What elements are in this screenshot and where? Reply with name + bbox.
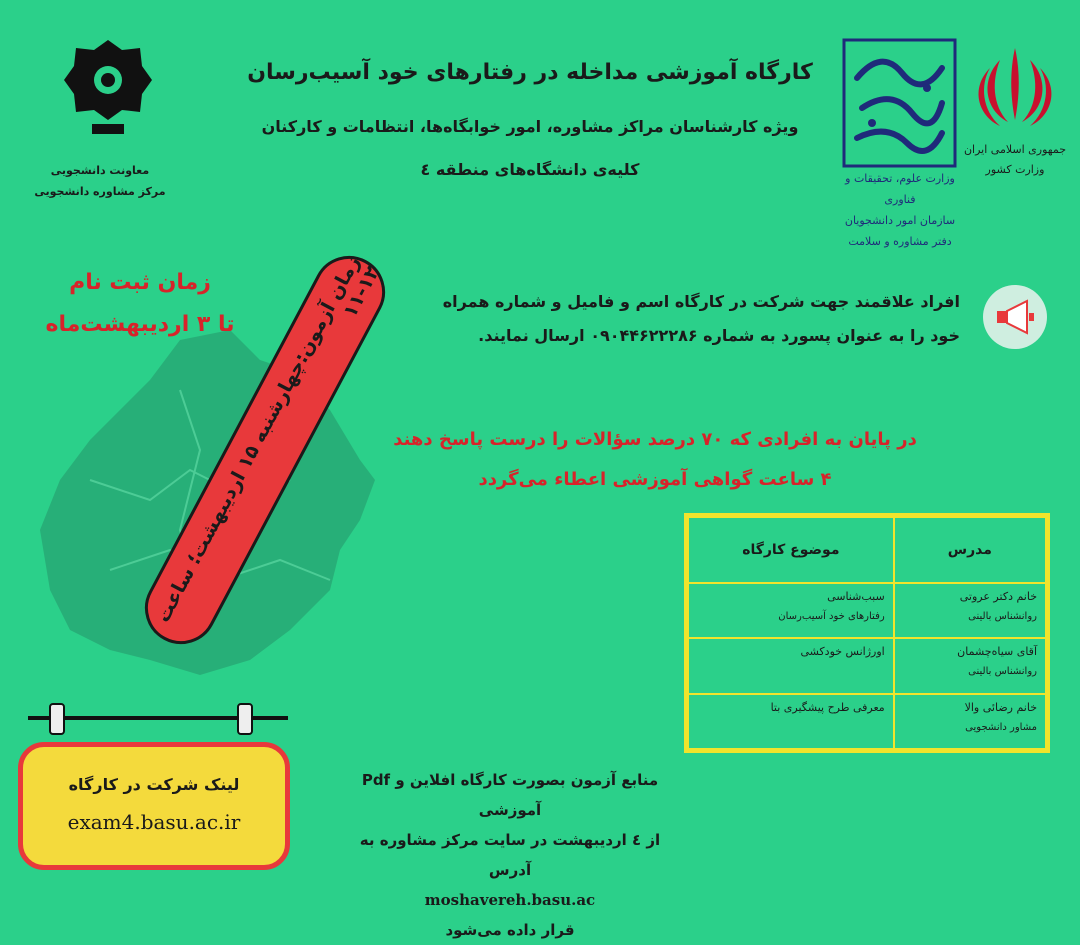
table-row — [688, 694, 1046, 749]
org-logo-caption — [830, 168, 970, 252]
resources-line4: قرار داده می‌شود — [445, 921, 575, 939]
header-teacher: مدرس — [894, 517, 1046, 583]
header-topic: موضوع کارگاه — [688, 517, 894, 583]
teacher-name: خانم رضائی والا — [964, 700, 1037, 714]
university-caption — [20, 160, 180, 202]
resources-line2: از ٤ اردیبهشت در سایت مرکز مشاوره به آدرس — [359, 831, 661, 879]
university-caption-line1: معاونت دانشجویی — [50, 164, 150, 177]
instructions-line1: افراد علاقمند جهت شرکت در کارگاه اسم و فامیل و شماره همراه — [442, 292, 960, 311]
workshop-link-board — [18, 742, 290, 870]
org-caption-line2: سازمان امور دانشجویان — [844, 214, 956, 227]
topic-detail: رفتارهای خود آسیب‌رسان — [778, 611, 885, 622]
exam-time-banner: زمان آزمون:چهارشنبه ١۵ اردیبهشت؛ ساعت ١٢-١١ — [132, 243, 397, 656]
topic-name: معرفی طرح پیشگیری بتا — [770, 700, 885, 714]
instructions-line2: خود را به عنوان پسورد به شماره ٠٩٠۴۴۶٢٢٢٨۶ ارسال نمایند. — [478, 326, 960, 345]
certificate-notice — [370, 420, 940, 500]
registration-line2: تا ٣ اردیبهشت‌ماه — [45, 312, 235, 337]
teacher-name: آقای سیاه‌چشمان — [957, 645, 1037, 659]
resources-line1: منابع آزمون بصورت کارگاه افلاین و Pdf آموزشی — [361, 771, 659, 819]
university-caption-line2: مرکز مشاوره دانشجویی — [34, 185, 166, 198]
university-logo-icon — [62, 38, 154, 138]
teacher-role: مشاور دانشجویی — [965, 721, 1037, 733]
iran-emblem-icon — [970, 40, 1060, 130]
page-title: کارگاه آموزشی مداخله در رفتارهای خود آسیب‌رسان — [247, 60, 813, 85]
counseling-site-link[interactable]: moshavereh.basu.ac — [424, 891, 596, 909]
topic-name: سبب‌شناسی — [827, 590, 885, 603]
teacher-role: روانشناس بالینی — [968, 611, 1037, 622]
org-caption-line3: دفتر مشاوره و سلامت — [848, 235, 952, 248]
student-affairs-logo-icon — [842, 38, 957, 168]
sign-rail-icon — [28, 700, 288, 740]
iran-logo-caption — [960, 140, 1070, 180]
subtitle-audience: ویژه کارشناسان مراکز مشاوره، امور خوابگاه‌ها، انتظامات و کارکنان — [261, 117, 799, 136]
topic-name: اورژانس خودکشی — [800, 645, 885, 659]
certificate-line2: ۴ ساعت گواهی آموزشی اعطاء می‌گردد — [478, 469, 832, 490]
org-caption-line1: وزارت علوم، تحقیقات و فناوری — [845, 172, 955, 206]
registration-line1: زمان ثبت نام — [69, 270, 211, 295]
certificate-line1: در پایان به افرادی که ٧٠ درصد سؤالات را درست پاسخ دهند — [393, 429, 917, 450]
teacher-role: روانشناس بالینی — [968, 666, 1037, 678]
megaphone-icon — [983, 285, 1047, 349]
iran-caption-line1: جمهوری اسلامی ایران — [963, 143, 1067, 156]
workshop-table — [684, 513, 1050, 753]
teacher-name: خانم دکتر عروتی — [959, 590, 1037, 603]
subtitle-region: کلیه‌ی دانشگاه‌های منطقه ٤ — [420, 160, 640, 179]
workshop-link[interactable]: exam4.basu.ac.ir — [67, 810, 241, 834]
table-row — [688, 638, 1046, 693]
registration-deadline — [30, 262, 250, 346]
resources-notice — [340, 765, 680, 945]
iran-caption-line2: وزارت کشور — [985, 163, 1045, 176]
table-row — [688, 583, 1046, 638]
registration-instructions — [420, 285, 960, 353]
link-title: لینک شرکت در کارگاه — [68, 775, 240, 794]
